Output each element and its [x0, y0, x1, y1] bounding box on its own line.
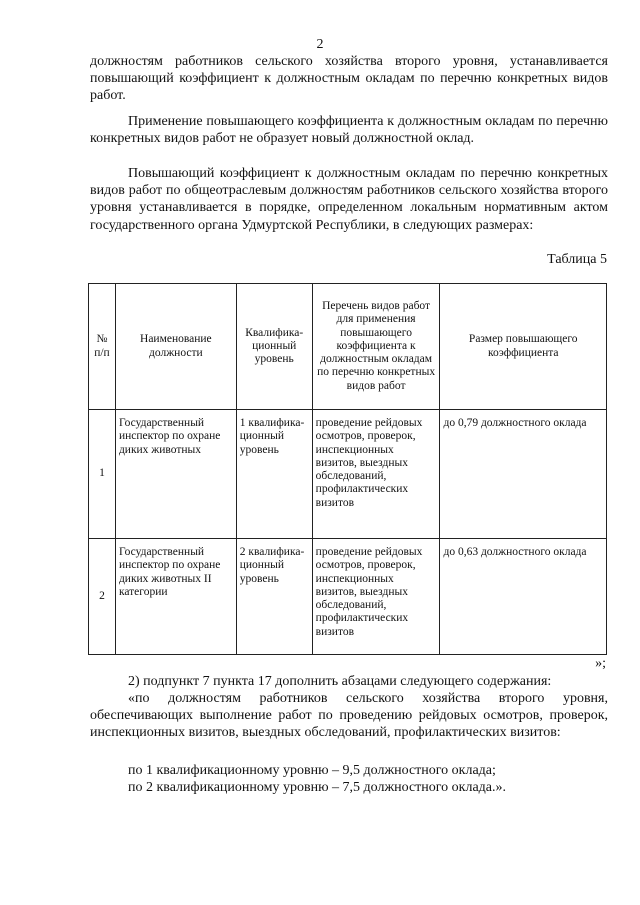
quote-closing-mark: »; [595, 656, 606, 671]
row-coefficient: до 0,79 должностного оклада [440, 410, 607, 539]
row-number: 2 [89, 539, 116, 655]
row-works: проведение рейдовых осмотров, проверок, инспекционных визитов, выездных обследований, профилактических визитов [312, 539, 440, 655]
row-works: проведение рейдовых осмотров, проверок, инспекционных визитов, выездных обследований, профилактических визитов [312, 410, 440, 539]
row-position: Государственный инспектор по охране диких животных [115, 410, 236, 539]
row-coefficient: до 0,63 должностного оклада [440, 539, 607, 655]
header-coefficient: Размер повышающего коэффициента [440, 284, 607, 410]
row-number: 1 [89, 410, 116, 539]
amendment-item-2: по 2 квалификационному уровню – 7,5 должностного оклада.». [128, 780, 507, 795]
row-position: Государственный инспектор по охране диких животных II категории [115, 539, 236, 655]
coefficient-table [88, 283, 607, 655]
amendment-intro: 2) подпункт 7 пункта 17 дополнить абзацами следующего содержания: [128, 674, 552, 689]
table-header-row [89, 284, 607, 410]
table-row [89, 539, 607, 655]
header-position: Наименование должности [115, 284, 236, 410]
paragraph-continuation: должностям работников сельского хозяйства второго уровня, устанавливается повышающий коэффициент к должностным окладам по перечню конкретных видов работ. [90, 54, 608, 104]
table-caption: Таблица 5 [547, 252, 607, 267]
amendment-quote: «по должностям работников сельского хозяйства второго уровня, обеспечивающих выполнение работ по проведению рейдовых осмотров, проверок, инспекционных визитов, выездных обследований, профилактических визитов: [90, 691, 608, 741]
paragraph-coefficient-order: Повышающий коэффициент к должностным окладам по перечню конкретных видов работ по общеотраслевым должностям работников сельского хозяйства второго уровня устанавливается в порядке, определенном локальным нормативным актом государственного органа Удмуртской Республики, в следующих размерах: [90, 166, 608, 233]
row-level: 2 квалифика-ционный уровень [236, 539, 312, 655]
paragraph-coefficient-note: Применение повышающего коэффициента к должностным окладам по перечню конкретных видов работ не образует новый должностной оклад. [90, 114, 608, 147]
header-number: № п/п [89, 284, 116, 410]
row-level: 1 квалифика-ционный уровень [236, 410, 312, 539]
page-number: 2 [316, 37, 324, 52]
header-level: Квалифика-ционный уровень [236, 284, 312, 410]
header-works: Перечень видов работ для применения повышающего коэффициента к должностным окладам по перечню конкретных видов работ [312, 284, 440, 410]
amendment-item-1: по 1 квалификационному уровню – 9,5 должностного оклада; [128, 763, 496, 778]
table-row [89, 410, 607, 539]
